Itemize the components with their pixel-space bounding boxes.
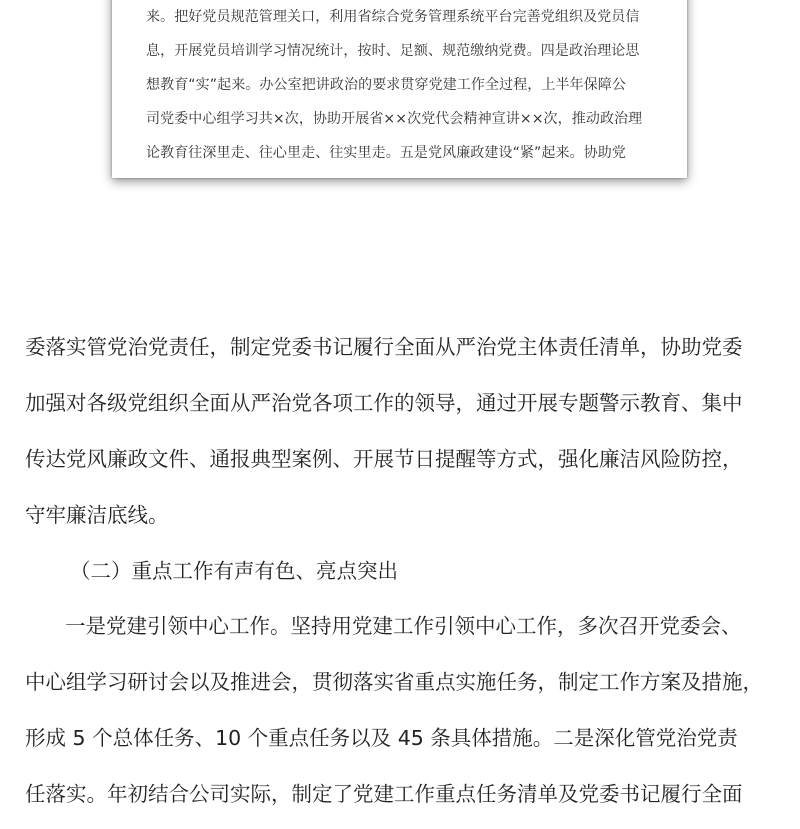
preview-line: 息，开展党员培训学习情况统计，按时、足额、规范缴纳党费。四是政治理论思 [146, 43, 640, 59]
paragraph-line: 一是党建引领中心工作。坚持用党建工作引领中心工作，多次召开党委会、 [65, 614, 742, 638]
paragraph-line: 形成 5 个总体任务、10 个重点任务以及 45 条具体措施。二是深化管党治党责 [25, 726, 738, 750]
paragraph-line: 传达党风廉政文件、通报典型案例、开展节日提醒等方式，强化廉洁风险防控， [25, 447, 743, 471]
document-body [25, 326, 785, 829]
paragraph-line: 委落实管党治党责任，制定党委书记履行全面从严治党主体责任清单，协助党委 [25, 335, 743, 359]
section-heading: （二）重点工作有声有色、亮点突出 [70, 559, 398, 583]
paragraph-line: 守牢廉洁底线。 [25, 503, 169, 527]
paragraph-line: 加强对各级党组织全面从严治党各项工作的领导，通过开展专题警示教育、集中 [25, 391, 743, 415]
paragraph-line: 中心组学习研讨会以及推进会，贯彻落实省重点实施任务，制定工作方案及措施， [25, 670, 763, 694]
preview-text-block [146, 0, 651, 170]
preview-line: 来。把好党员规范管理关口，利用省综合党务管理系统平台完善党组织及党员信 [146, 9, 640, 25]
preview-line: 司党委中心组学习共×次，协助开展省××次党代会精神宣讲××次，推动政治理 [146, 111, 643, 127]
preview-line: 论教育往深里走、往心里走、往实里走。五是党风廉政建设“紧”起来。协助党 [146, 145, 627, 161]
preview-line: 想教育“实”起来。办公室把讲政治的要求贯穿党建工作全过程，上半年保障公 [146, 77, 627, 93]
paragraph-line: 任落实。年初结合公司实际，制定了党建工作重点任务清单及党委书记履行全面 [25, 782, 743, 806]
document-preview-card [112, 0, 687, 178]
